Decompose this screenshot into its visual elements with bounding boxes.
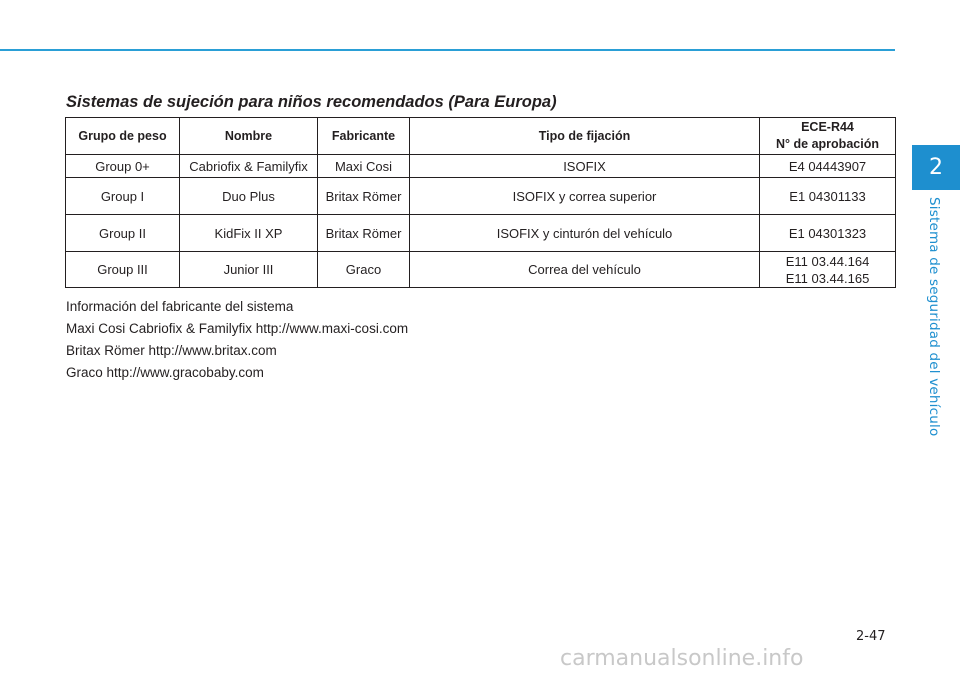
cell-weight-group: Group III — [66, 252, 180, 288]
header-rule — [0, 49, 895, 51]
cell-approval: E4 04443907 — [760, 155, 896, 178]
manufacturer-info — [66, 296, 408, 384]
cell-fixing-type: ISOFIX — [410, 155, 760, 178]
table-header-row — [66, 118, 896, 155]
cell-approval: E1 04301133 — [760, 178, 896, 215]
table-row — [66, 155, 896, 178]
cell-fixing-type: ISOFIX y cinturón del vehículo — [410, 215, 760, 252]
info-line-britax: Britax Römer http://www.britax.com — [66, 343, 277, 358]
cell-manufacturer: Britax Römer — [318, 215, 410, 252]
cell-weight-group: Group I — [66, 178, 180, 215]
child-seat-table — [65, 117, 896, 288]
chapter-tab[interactable] — [912, 145, 960, 190]
header-approval-standard: ECE-R44 — [801, 120, 854, 134]
cell-name: Junior III — [180, 252, 318, 288]
chapter-title: Sistema de seguridad del vehículo — [926, 197, 942, 437]
cell-manufacturer: Graco — [318, 252, 410, 288]
cell-name: KidFix II XP — [180, 215, 318, 252]
cell-name: Duo Plus — [180, 178, 318, 215]
header-weight-group: Grupo de peso — [66, 118, 180, 155]
section-title: Sistemas de sujeción para niños recomendados (Para Europa) — [66, 93, 557, 111]
header-approval — [760, 118, 896, 155]
cell-manufacturer: Britax Römer — [318, 178, 410, 215]
info-heading: Información del fabricante del sistema — [66, 299, 294, 314]
cell-approval: E1 04301323 — [760, 215, 896, 252]
cell-name: Cabriofix & Familyfix — [180, 155, 318, 178]
cell-weight-group: Group 0+ — [66, 155, 180, 178]
cell-manufacturer: Maxi Cosi — [318, 155, 410, 178]
table-row — [66, 215, 896, 252]
cell-approval — [760, 252, 896, 288]
header-name: Nombre — [180, 118, 318, 155]
table-row — [66, 252, 896, 288]
cell-weight-group: Group II — [66, 215, 180, 252]
header-fixing-type: Tipo de fijación — [410, 118, 760, 155]
info-line-maxi-cosi: Maxi Cosi Cabriofix & Familyfix http://www.maxi-cosi.com — [66, 321, 409, 336]
cell-fixing-type: ISOFIX y correa superior — [410, 178, 760, 215]
table-row — [66, 178, 896, 215]
info-line-graco: Graco http://www.gracobaby.com — [66, 365, 264, 380]
chapter-number: 2 — [929, 155, 943, 180]
cell-fixing-type: Correa del vehículo — [410, 252, 760, 288]
approval-number-2: E11 03.44.165 — [785, 270, 870, 286]
header-manufacturer: Fabricante — [318, 118, 410, 155]
page-number: 2-47 — [856, 629, 886, 644]
watermark: carmanualsonline.info — [560, 646, 804, 671]
header-approval-number: N° de aprobación — [776, 137, 879, 151]
approval-number-1: E11 03.44.164 — [785, 253, 870, 269]
